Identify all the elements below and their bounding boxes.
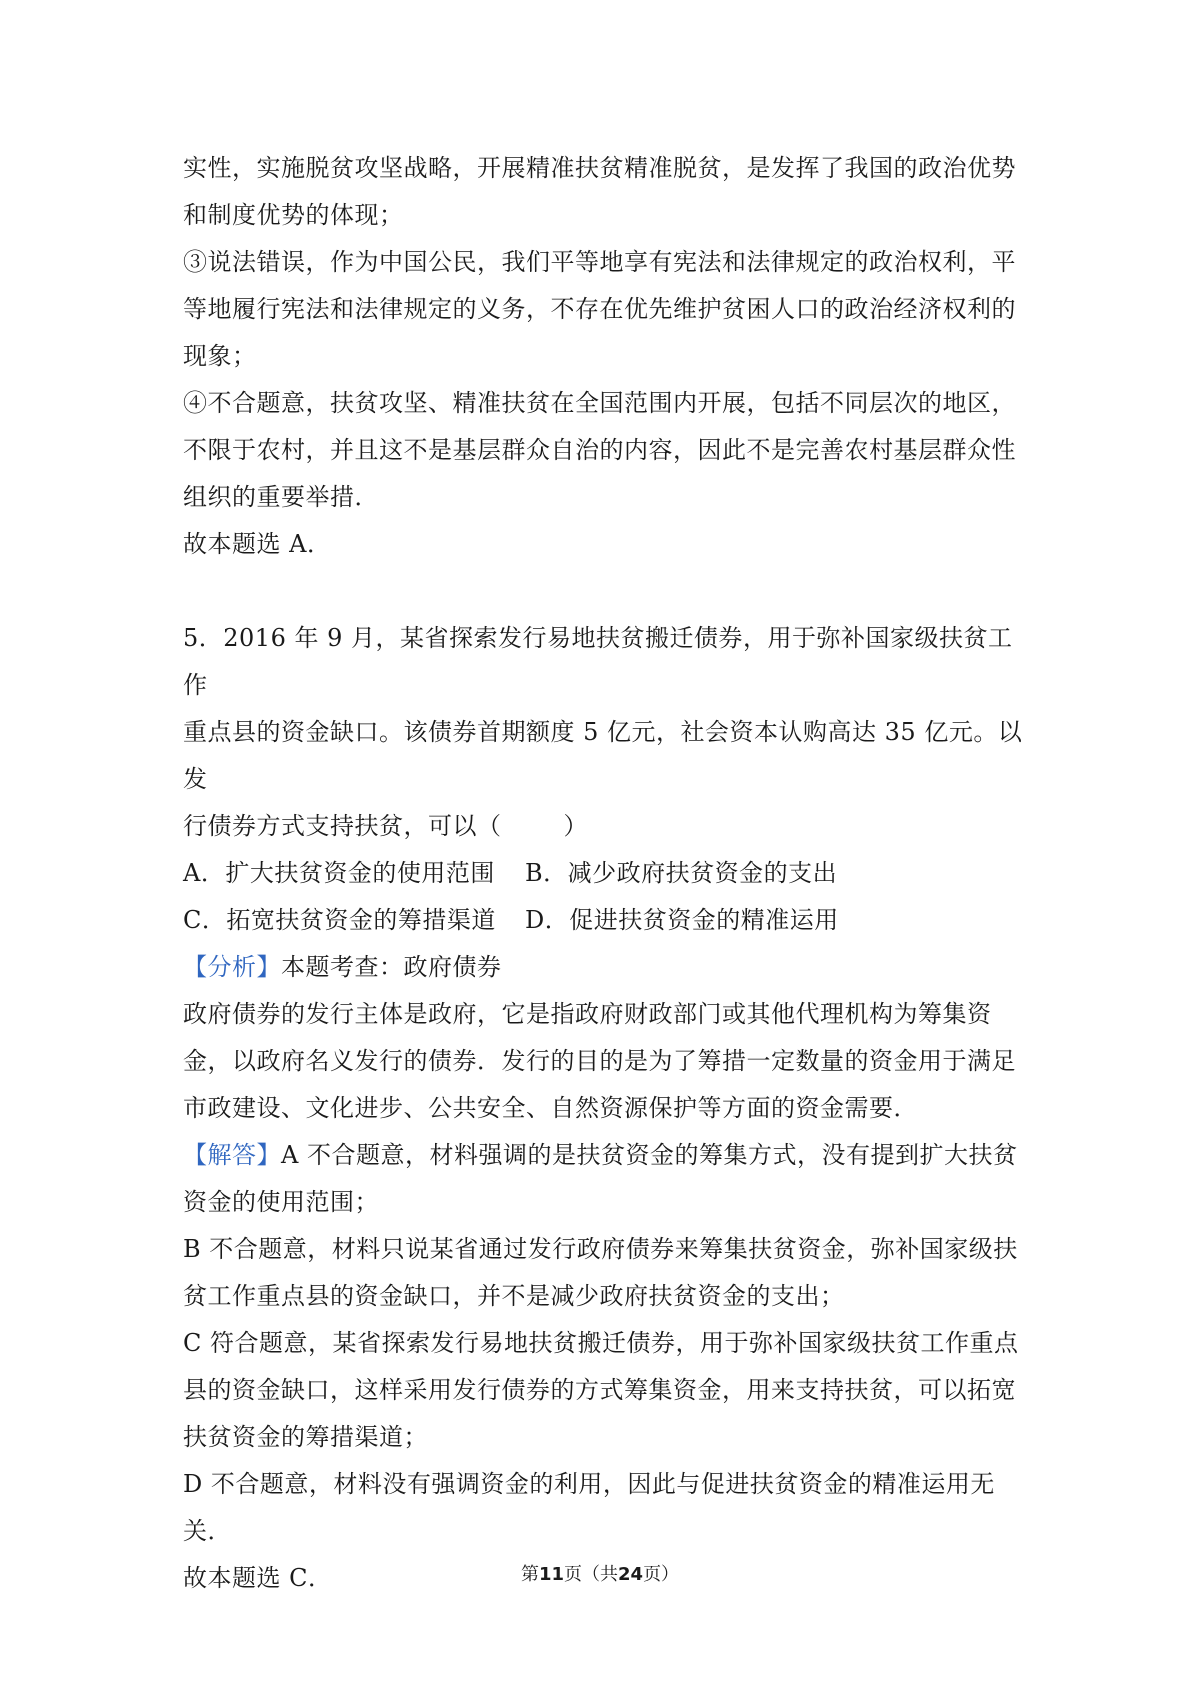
text-line: 资金的使用范围； xyxy=(183,1188,379,1216)
text-line: ③说法错误，作为中国公民，我们平等地享有宪法和法律规定的政治权利，平 xyxy=(183,248,1016,276)
page-content xyxy=(183,145,1033,1602)
section-gap xyxy=(183,568,1033,615)
text-line: 和制度优势的体现； xyxy=(183,201,404,229)
text-line: 政府债券的发行主体是政府，它是指政府财政部门或其他代理机构为筹集资 xyxy=(183,1000,992,1028)
question-stem-line xyxy=(183,803,1033,850)
solution-section xyxy=(183,1132,1033,1602)
total-pages: 24 xyxy=(618,1564,644,1585)
question-stem-text: 行债券方式支持扶贫，可以（ xyxy=(183,812,502,840)
analysis-topic: 本题考查：政府债券 xyxy=(281,953,502,981)
text-line: 现象； xyxy=(183,342,257,370)
text-line: 实性，实施脱贫攻坚战略，开展精准扶贫精准脱贫，是发挥了我国的政治优势 xyxy=(183,154,1016,182)
question-5 xyxy=(183,615,1033,850)
analysis-section xyxy=(183,944,1033,1132)
question-stem-line: 重点县的资金缺口。该债券首期额度 5 亿元，社会资本认购高达 35 亿元。以发 xyxy=(183,718,1023,793)
text-line: D 不合题意，材料没有强调资金的利用，因此与促进扶贫资金的精准运用无 xyxy=(183,1470,995,1498)
text-line: C 符合题意，某省探索发行易地扶贫搬迁债券，用于弥补国家级扶贫工作重点 xyxy=(183,1329,1019,1357)
option-c: C．拓宽扶贫资金的筹措渠道 xyxy=(183,906,496,934)
text-line: 不限于农村，并且这不是基层群众自治的内容，因此不是完善农村基层群众性 xyxy=(183,436,1016,464)
solution-tag: 【解答】 xyxy=(183,1141,281,1169)
option-a: A．扩大扶贫资金的使用范围 xyxy=(183,859,495,887)
answer-conclusion: 故本题选 A． xyxy=(183,530,332,558)
previous-answer-continuation xyxy=(183,145,1033,568)
text-line: 贫工作重点县的资金缺口，并不是减少政府扶贫资金的支出； xyxy=(183,1282,845,1310)
text-line: 县的资金缺口，这样采用发行债券的方式筹集资金，用来支持扶贫，可以拓宽 xyxy=(183,1376,1016,1404)
footer-prefix: 第 xyxy=(520,1564,539,1585)
text-line: B 不合题意，材料只说某省通过发行政府债券来筹集扶贫资金，弥补国家级扶 xyxy=(183,1235,1018,1263)
question-stem-line: 5．2016 年 9 月，某省探索发行易地扶贫搬迁债券，用于弥补国家级扶贫工作 xyxy=(183,624,1013,699)
options-row xyxy=(183,897,1033,944)
text-line: 组织的重要举措． xyxy=(183,483,379,511)
text-line: 市政建设、文化进步、公共安全、自然资源保护等方面的资金需要． xyxy=(183,1094,918,1122)
question-stem-close: ） xyxy=(563,812,588,840)
footer-middle: 页（共 xyxy=(564,1564,618,1585)
footer-suffix: 页） xyxy=(643,1564,680,1585)
page-number: 11 xyxy=(538,1564,564,1585)
solution-heading-line xyxy=(183,1132,1033,1179)
text-line: 扶贫资金的筹措渠道； xyxy=(183,1423,428,1451)
solution-first-text: A 不合题意，材料强调的是扶贫资金的筹集方式，没有提到扩大扶贫 xyxy=(281,1141,1018,1169)
text-line: ④不合题意，扶贫攻坚、精准扶贫在全国范围内开展，包括不同层次的地区， xyxy=(183,389,1016,417)
options-row xyxy=(183,850,1033,897)
text-line: 关． xyxy=(183,1517,232,1545)
analysis-heading-line xyxy=(183,944,1033,991)
answer-conclusion: 故本题选 C． xyxy=(183,1564,333,1592)
page-footer xyxy=(0,1563,1200,1587)
analysis-tag: 【分析】 xyxy=(183,953,281,981)
text-line: 等地履行宪法和法律规定的义务，不存在优先维护贫困人口的政治经济权利的 xyxy=(183,295,1016,323)
text-line: 金，以政府名义发行的债券．发行的目的是为了筹措一定数量的资金用于满足 xyxy=(183,1047,1016,1075)
question-options xyxy=(183,850,1033,944)
option-b: B．减少政府扶贫资金的支出 xyxy=(525,859,838,887)
option-d: D．促进扶贫资金的精准运用 xyxy=(525,906,839,934)
